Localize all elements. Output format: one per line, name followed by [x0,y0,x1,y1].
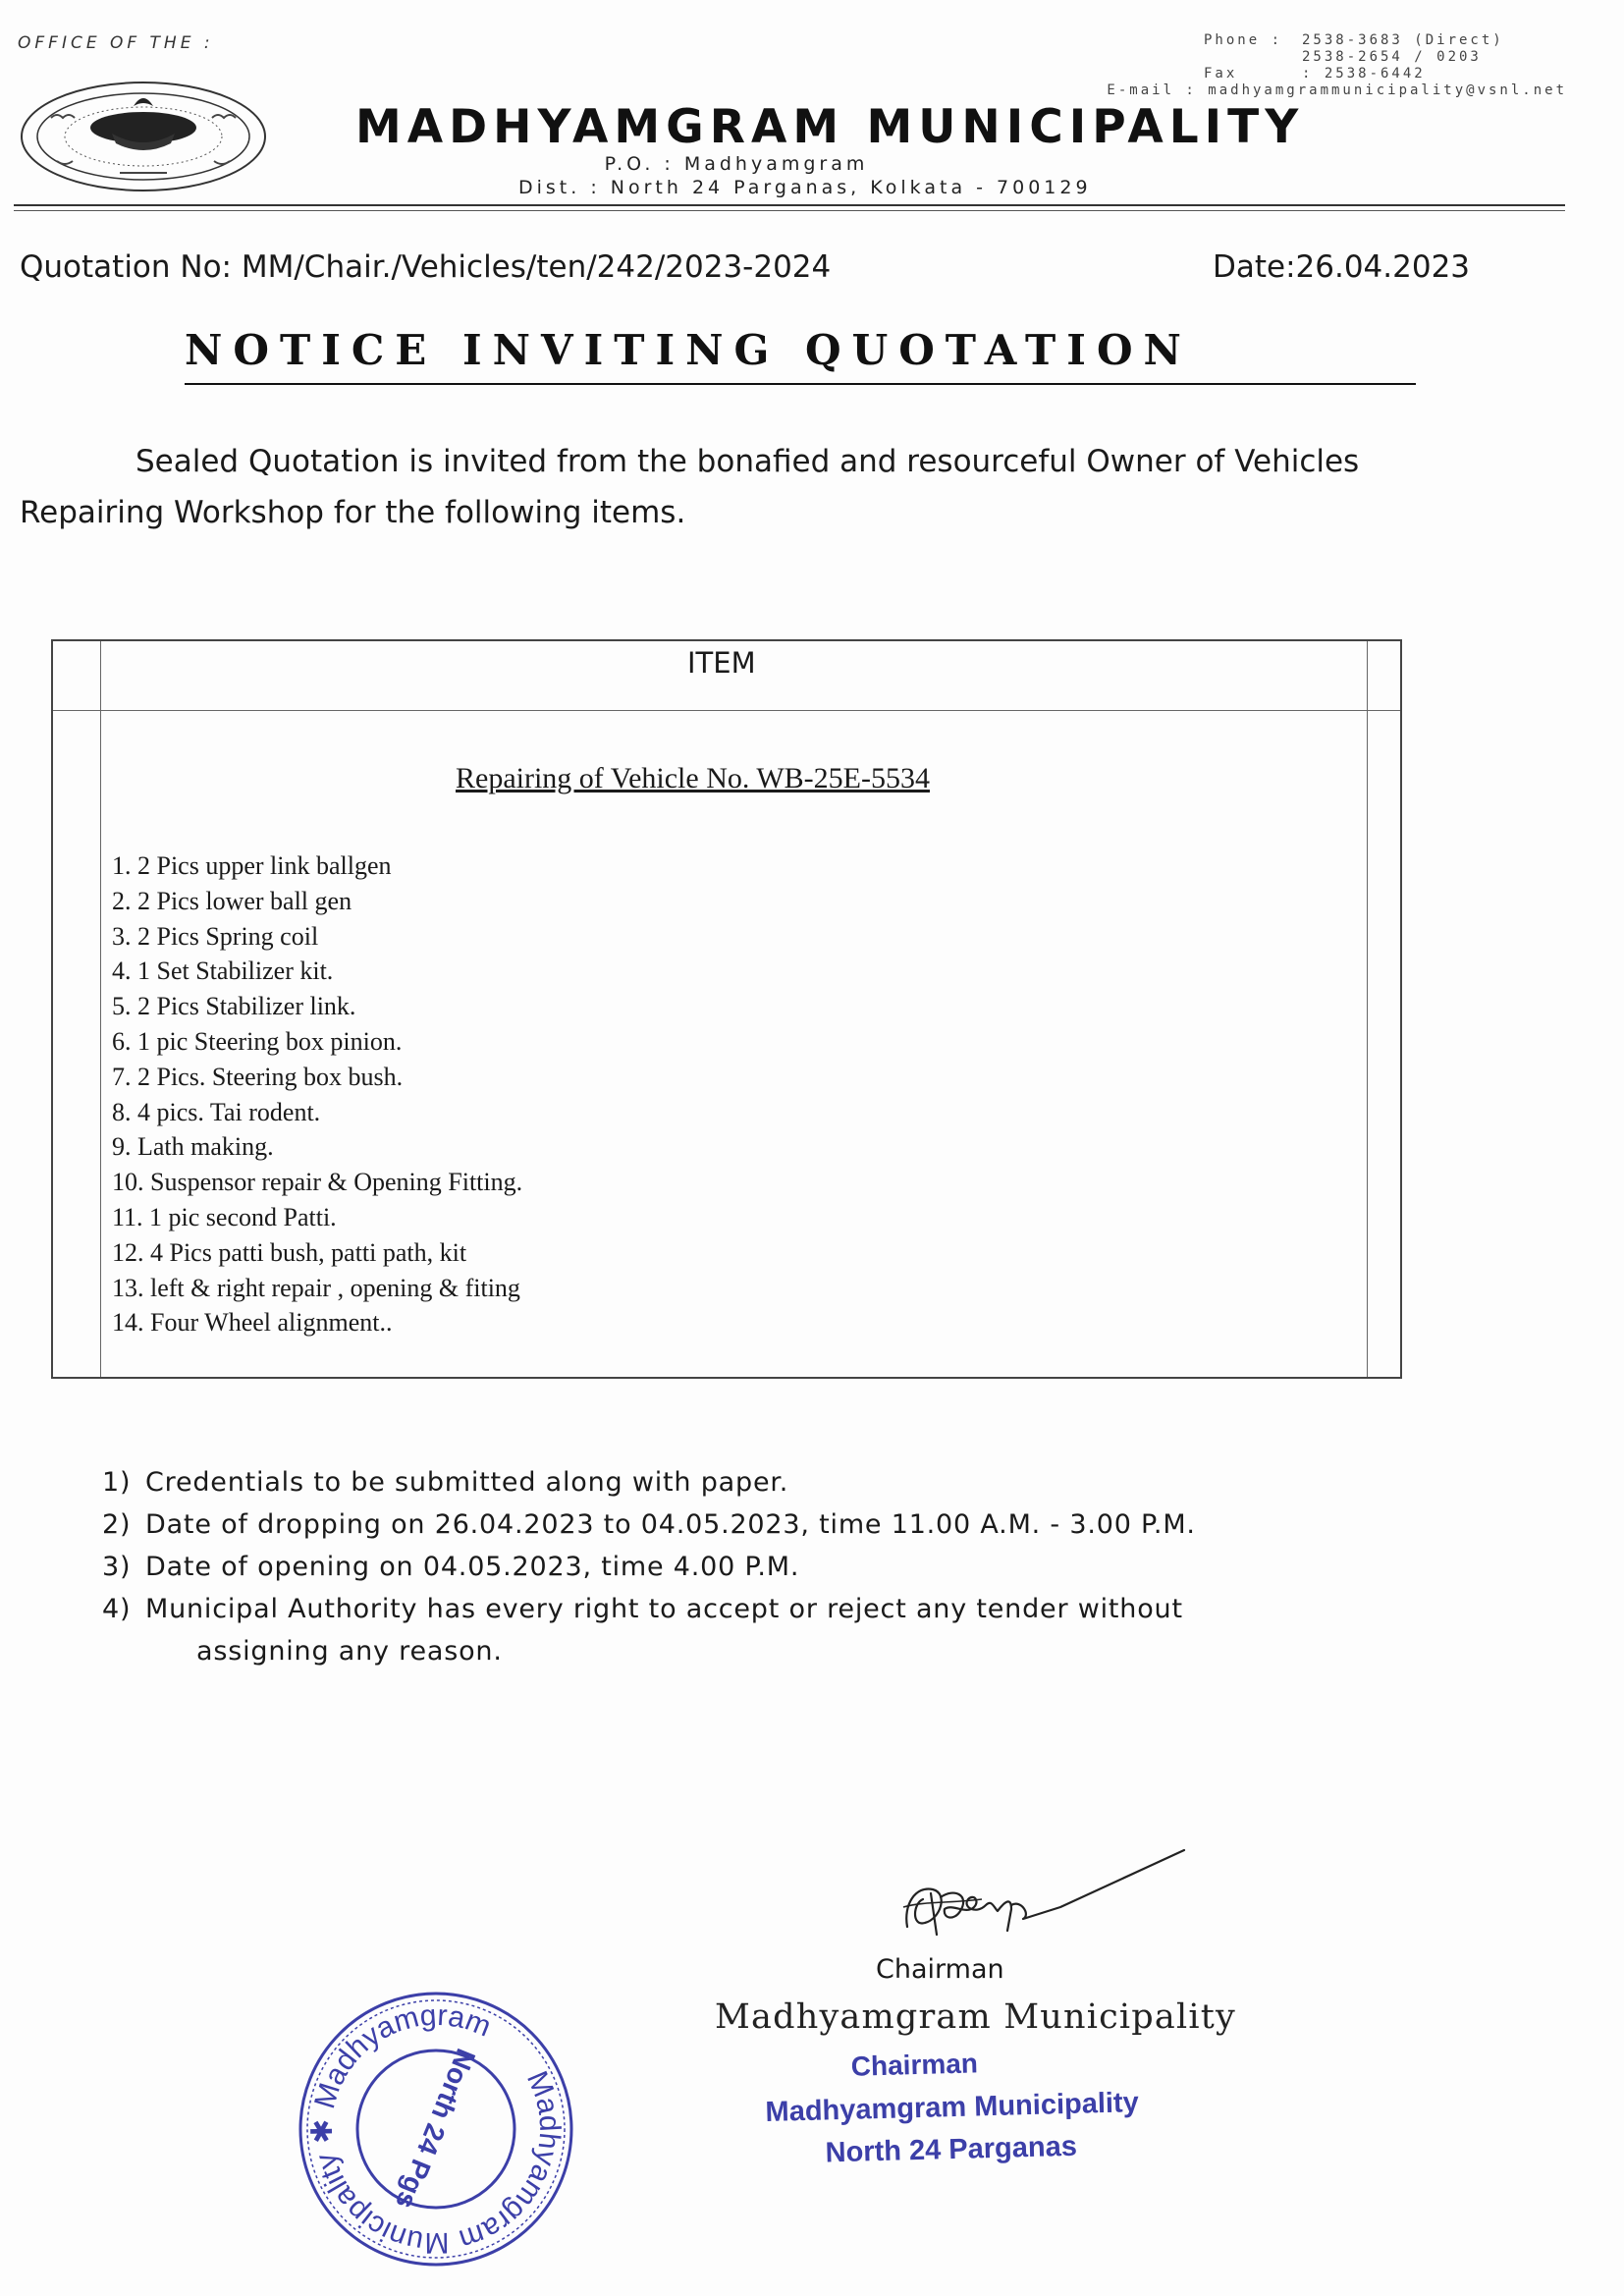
quotation-number: Quotation No: MM/Chair./Vehicles/ten/242/2023-2024 [20,249,832,285]
seal-ring-textpath: Madhyamgram Municipality ✱ Madhyamgram [305,1998,567,2260]
contact-block [1107,32,1567,99]
condition-text: Date of dropping on 26.04.2023 to 04.05.2023, time 11.00 A.M. - 3.00 P.M. [145,1509,1196,1540]
list-item: 2. 2 Pics lower ball gen [112,886,352,915]
condition-item-continued [102,1630,1196,1672]
municipality-name: MADHYAMGRAM MUNICIPALITY [355,100,1305,154]
intro-paragraph [20,436,1463,538]
signatory-organization: Madhyamgram Municipality [715,1997,1237,2037]
condition-number: 1) [102,1467,132,1498]
list-item: 14. Four Wheel alignment.. [112,1308,393,1338]
letterhead-divider-thin [14,210,1565,211]
signature-icon [864,1846,1188,1954]
phone-label: Phone : [1204,32,1283,48]
list-item: 8. 4 pics. Tai rodent. [112,1097,321,1126]
notice-title: NOTICE INVITING QUOTATION [185,326,1192,374]
phone-direct: 2538-3683 (Direct) [1302,32,1504,48]
table-right-inner-rule [1367,641,1368,1377]
intro-line-1: Sealed Quotation is invited from the bonafied and resourceful Owner of Vehicles [135,444,1360,479]
intro-line-2: Repairing Workshop for the following items. [20,495,686,530]
quotation-date: Date:26.04.2023 [1213,249,1471,285]
list-item: 10. Suspensor repair & Opening Fitting. [112,1168,523,1197]
condition-number: 4) [102,1594,132,1624]
seal-center-text: North 24 Pgs [389,2044,482,2214]
condition-text: Credentials to be submitted along with paper. [145,1467,789,1498]
stamp-line-3: North 24 Parganas [825,2130,1078,2169]
list-item: 3. 2 Pics Spring coil [112,921,319,951]
list-item: 13. left & right repair , opening & fiting [112,1273,520,1302]
email-line: E-mail : madhyamgrammunicipality@vsnl.net [1107,82,1567,98]
list-item: 11. 1 pic second Patti. [112,1202,337,1231]
condition-item [102,1461,1196,1503]
condition-item [102,1503,1196,1546]
condition-text: Municipal Authority has every right to accept or reject any tender without [145,1594,1183,1624]
condition-number: 3) [102,1552,132,1582]
condition-text: Date of opening on 04.05.2023, time 4.00 P.M. [145,1552,800,1582]
po-line: P.O. : Madhyamgram [604,153,869,175]
list-item: 6. 1 pic Steering box pinion. [112,1026,403,1056]
condition-number: 2) [102,1509,132,1540]
list-item: 4. 1 Set Stabilizer kit. [112,957,334,986]
list-item: 7. 2 Pics. Steering box bush. [112,1062,404,1091]
condition-item [102,1546,1196,1588]
stamp-line-1: Chairman [850,2048,979,2082]
district-line: Dist. : North 24 Parganas, Kolkata - 700129 [518,177,1092,198]
stamp-line-2: Madhyamgram Municipality [765,2087,1140,2129]
condition-text: assigning any reason. [196,1636,503,1667]
list-item: 9. Lath making. [112,1132,274,1162]
designation-stamp [729,2044,1144,2172]
table-left-inner-rule [100,641,101,1377]
fax-value: : 2538-6442 [1302,66,1426,82]
signatory-title: Chairman [876,1954,1004,1985]
condition-item [102,1588,1196,1630]
table-header-rule [53,710,1400,711]
phone-other: 2538-2654 / 0203 [1302,49,1482,65]
letterhead-divider [14,204,1565,206]
conditions-list [102,1461,1196,1672]
municipality-emblem-icon [18,79,269,194]
list-item: 1. 2 Pics upper link ballgen [112,851,392,880]
item-list [112,848,522,1340]
list-item: 5. 2 Pics Stabilizer link. [112,992,356,1021]
title-underline [185,383,1416,385]
table-subtitle: Repairing of Vehicle No. WB-25E-5534 [456,762,930,794]
list-item: 12. 4 Pics patti bush, patti path, kit [112,1237,467,1267]
table-header: ITEM [687,646,756,680]
office-of-label: OFFICE OF THE : [18,33,214,53]
fax-label: Fax [1204,66,1238,82]
municipality-seal-icon [289,1982,583,2276]
